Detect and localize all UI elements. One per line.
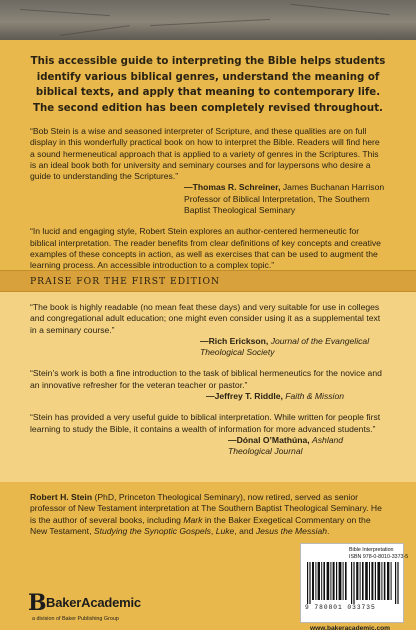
review-attribution [30,391,386,402]
bio-text: (PhD, Princeton Theological Seminary), now retired, served as senior professor of New Testament interpretation at The Southern Baptist Theological Seminary. He is the author of several books, including [30,492,382,525]
baker-logo-icon: B [28,590,47,616]
review-quote: “Stein’s work is both a fine introduction to the task of biblical hermeneutics for the novice and an innovative refresher for the veteran teacher or pastor.” [30,368,382,390]
barcode-number: 9 780801 033735 [305,604,376,611]
review-quote: “The book is highly readable (no mean feat these days) and very suitable for use in colleges and congregational adult education; one might even consider using it as a supplemental text in a seminary course.” [30,302,381,335]
cover-footer [0,547,416,630]
stone-texture-band [0,0,416,40]
barcode-icon [307,562,399,604]
review-source: Faith & Mission [285,391,345,402]
endorsements-section [0,40,416,271]
publisher-logo [28,592,168,624]
endorser-name: —Thomas R. Schreiner, [184,182,281,193]
publisher-subtitle: a division of Baker Publishing Group [32,616,119,622]
bio-text: , [210,525,216,536]
first-edition-review-3 [30,412,386,457]
book-title: Studying the Synoptic Gospels [93,525,211,536]
endorsement-quote: “In lucid and engaging style, Robert Stein explores an author-centered hermeneutic for biblical interpretation. The reader benefits from clear definitions of key concepts and creative examples of these concepts in action, as well as exercises that can be used to augment the learning process. An accessible introduction to a complex topic.” [30,226,381,271]
reviewer-name: —Dónal O’Mathúna, [228,434,310,445]
barcode-label [300,543,409,623]
first-edition-section [0,292,416,482]
bio-text: . [327,525,330,536]
endorser-title: James Buchanan Harrison Professor of Biblical Interpretation, The Southern Baptist Theological Seminary [184,182,385,216]
reviewer-name: —Rich Erickson, [200,335,269,346]
endorsement-1 [30,126,386,216]
review-attribution [30,336,386,359]
book-title: Mark [183,514,203,525]
bio-text: , and [234,525,256,536]
review-source: Journal of the Evangelical Theological Society [200,335,370,358]
barcode-category: Bible Interpretation [349,547,394,553]
review-quote: “Stein has provided a very useful guide to biblical interpretation. While written for people first learning to study the Bible, it contains a wealth of information for more advanced students.” [30,412,381,434]
publisher-url: www.bakeracademic.com [310,625,391,630]
endorsement-attribution [30,182,386,216]
bio-text: in the Baker Exegetical Commentary on the New Testament, [30,514,371,536]
isbn-text: ISBN 978-0-8010-3373-5 [349,554,409,560]
publisher-name: BakerAcademic [46,595,141,610]
review-attribution [30,435,386,458]
author-bio-text [30,492,386,537]
book-title: Jesus the Messiah [255,525,328,536]
first-edition-heading-band [0,270,416,292]
first-edition-review-1 [30,302,386,358]
book-description: This accessible guide to interpreting the Bible helps students identify various biblical genres, understand the meaning of biblical texts, and apply that meaning to contemporary life. The second edition has been completely revised throughout. [30,56,386,114]
first-edition-review-2 [30,368,386,402]
review-source: Ashland Theological Journal [228,434,344,457]
author-name: Robert H. Stein [30,492,93,502]
reviewer-name: —Jeffrey T. Riddle, [206,391,283,402]
endorsement-quote: “Bob Stein is a wise and seasoned interpreter of Scripture, and these qualities are on full display in this wonderfully practical book on how to interpret the Bible. Readers will find here a sound hermeneutical approach that is applied to a variety of genres in the Scriptures. This is an ideal book both for university and seminary courses and for laypersons who desire a guide to understanding the Scriptures.” [30,126,380,182]
first-edition-heading: PRAISE FOR THE FIRST EDITION [30,276,221,287]
book-title: Luke [215,525,235,536]
